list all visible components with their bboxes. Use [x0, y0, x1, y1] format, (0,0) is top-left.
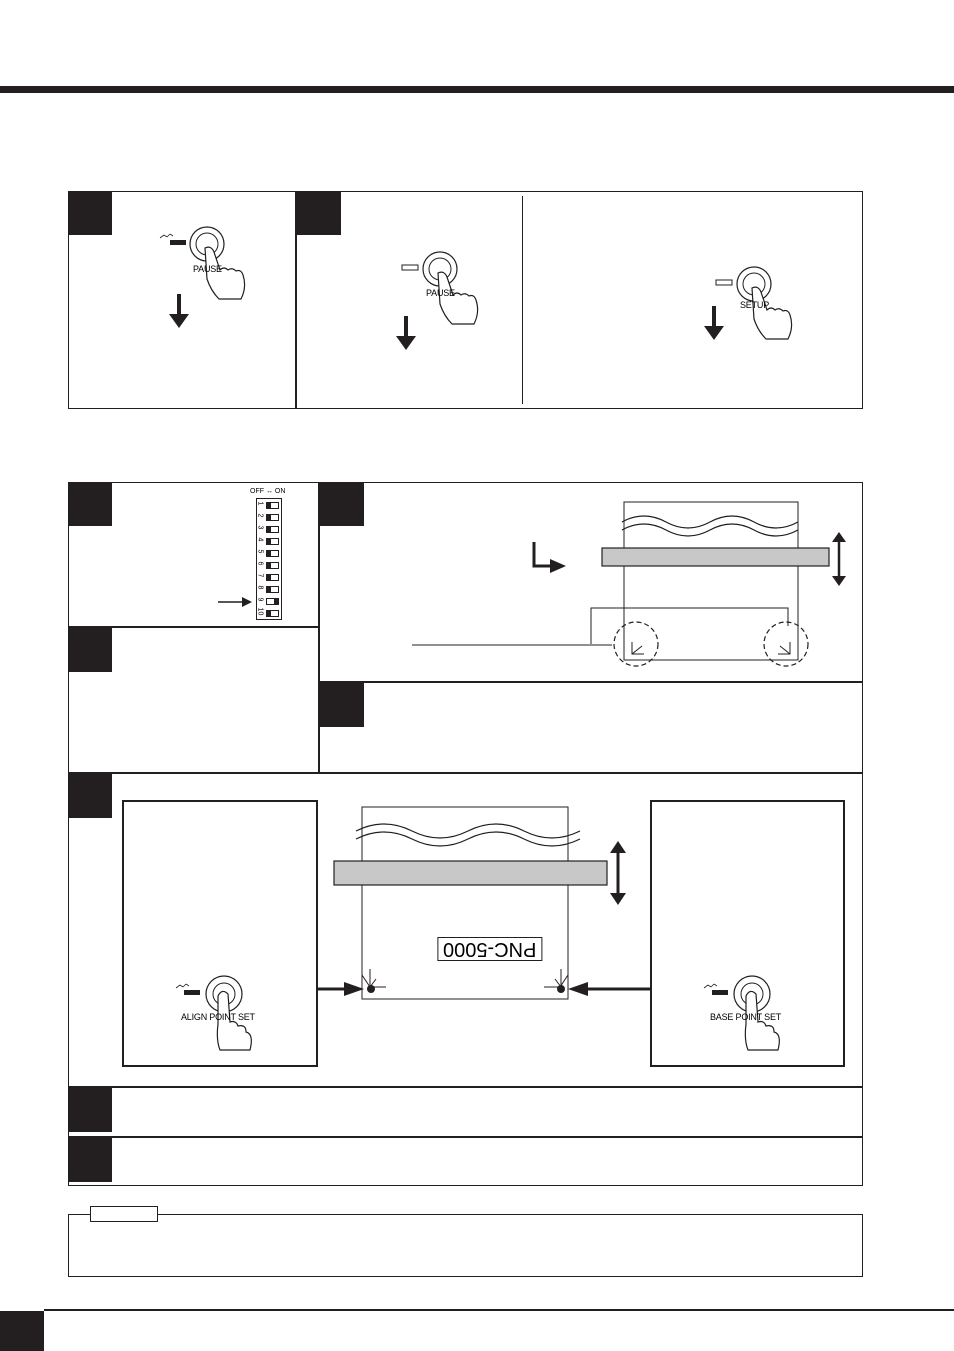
step-box-7 — [68, 774, 112, 818]
double-arrow-icon — [832, 532, 846, 586]
led-indicator — [712, 990, 728, 995]
down-arrow-icon — [167, 294, 191, 330]
led-indicator — [184, 990, 200, 995]
dip-num: 9 — [256, 597, 264, 602]
dip-switch-9[interactable] — [266, 598, 279, 605]
dip-num: 10 — [256, 607, 264, 616]
arrow-to-align-icon — [318, 982, 364, 996]
divider — [68, 772, 863, 774]
dip-switch-4[interactable] — [266, 538, 279, 545]
step-box-8 — [68, 1088, 112, 1132]
double-arrow-icon — [610, 841, 626, 905]
dip-switch-7[interactable] — [266, 574, 279, 581]
dip-switch-5[interactable] — [266, 550, 279, 557]
step-box-5 — [68, 628, 112, 672]
dip-switch-header: OFF ↔ ON — [250, 488, 286, 495]
turn-arrow-icon — [534, 542, 566, 573]
step-box-4 — [320, 482, 364, 526]
dip-switch-8[interactable] — [266, 586, 279, 593]
material-label: PNC-5000 — [437, 937, 542, 961]
pinch-roller-bar — [334, 861, 607, 885]
finger-press-icon — [752, 287, 792, 339]
sheet-diagram-bottom — [318, 805, 652, 1005]
step-box-9 — [68, 1138, 112, 1182]
led-indicator — [402, 265, 418, 270]
header-bar — [0, 86, 954, 93]
divider — [68, 1086, 863, 1088]
base-point-set-label: BASE POINT SET — [710, 1012, 782, 1022]
step-box-1 — [68, 191, 112, 235]
pinch-roller-bar — [602, 548, 829, 566]
dip-num: 5 — [256, 549, 264, 554]
down-arrow-icon — [394, 316, 418, 352]
dip-switch — [256, 498, 282, 620]
dip-num: 6 — [256, 561, 264, 566]
dip-num: 8 — [256, 585, 264, 590]
align-point-set-label: ALIGN POINT SET — [181, 1012, 255, 1022]
pause-button-1-art — [150, 220, 280, 300]
led-indicator — [716, 280, 732, 285]
step-box-3 — [68, 482, 112, 526]
blink-rays-icon — [160, 234, 173, 238]
pause-label-2: PAUSE — [426, 288, 455, 298]
dip-num: 1 — [256, 501, 264, 506]
arrow-to-base-icon — [568, 982, 652, 996]
footer-line — [44, 1309, 954, 1311]
note-box — [68, 1214, 863, 1277]
dip-switch-1[interactable] — [266, 502, 279, 509]
setup-label: SETUP — [740, 300, 770, 310]
step-box-2 — [297, 191, 341, 235]
dip-switch-3[interactable] — [266, 526, 279, 533]
panel-top-divider-thin — [522, 196, 523, 404]
dip-switch-10[interactable] — [266, 610, 279, 617]
dip-num: 2 — [256, 513, 264, 518]
led-indicator — [170, 240, 186, 245]
finger-press-icon — [438, 272, 478, 324]
divider — [68, 1136, 863, 1138]
down-arrow-icon — [702, 306, 726, 342]
note-tab — [90, 1206, 158, 1222]
setup-button-art — [712, 262, 832, 342]
step-box-6 — [320, 683, 364, 727]
dip-num: 4 — [256, 537, 264, 542]
pause-label-1: PAUSE — [193, 264, 222, 274]
pointer-arrow-icon — [218, 596, 252, 608]
sheet-diagram-top — [400, 498, 860, 678]
dip-switch-6[interactable] — [266, 562, 279, 569]
dip-num: 7 — [256, 573, 264, 578]
divider — [318, 681, 863, 683]
dip-num: 3 — [256, 525, 264, 530]
dip-switch-2[interactable] — [266, 514, 279, 521]
page-number-box — [0, 1311, 44, 1351]
